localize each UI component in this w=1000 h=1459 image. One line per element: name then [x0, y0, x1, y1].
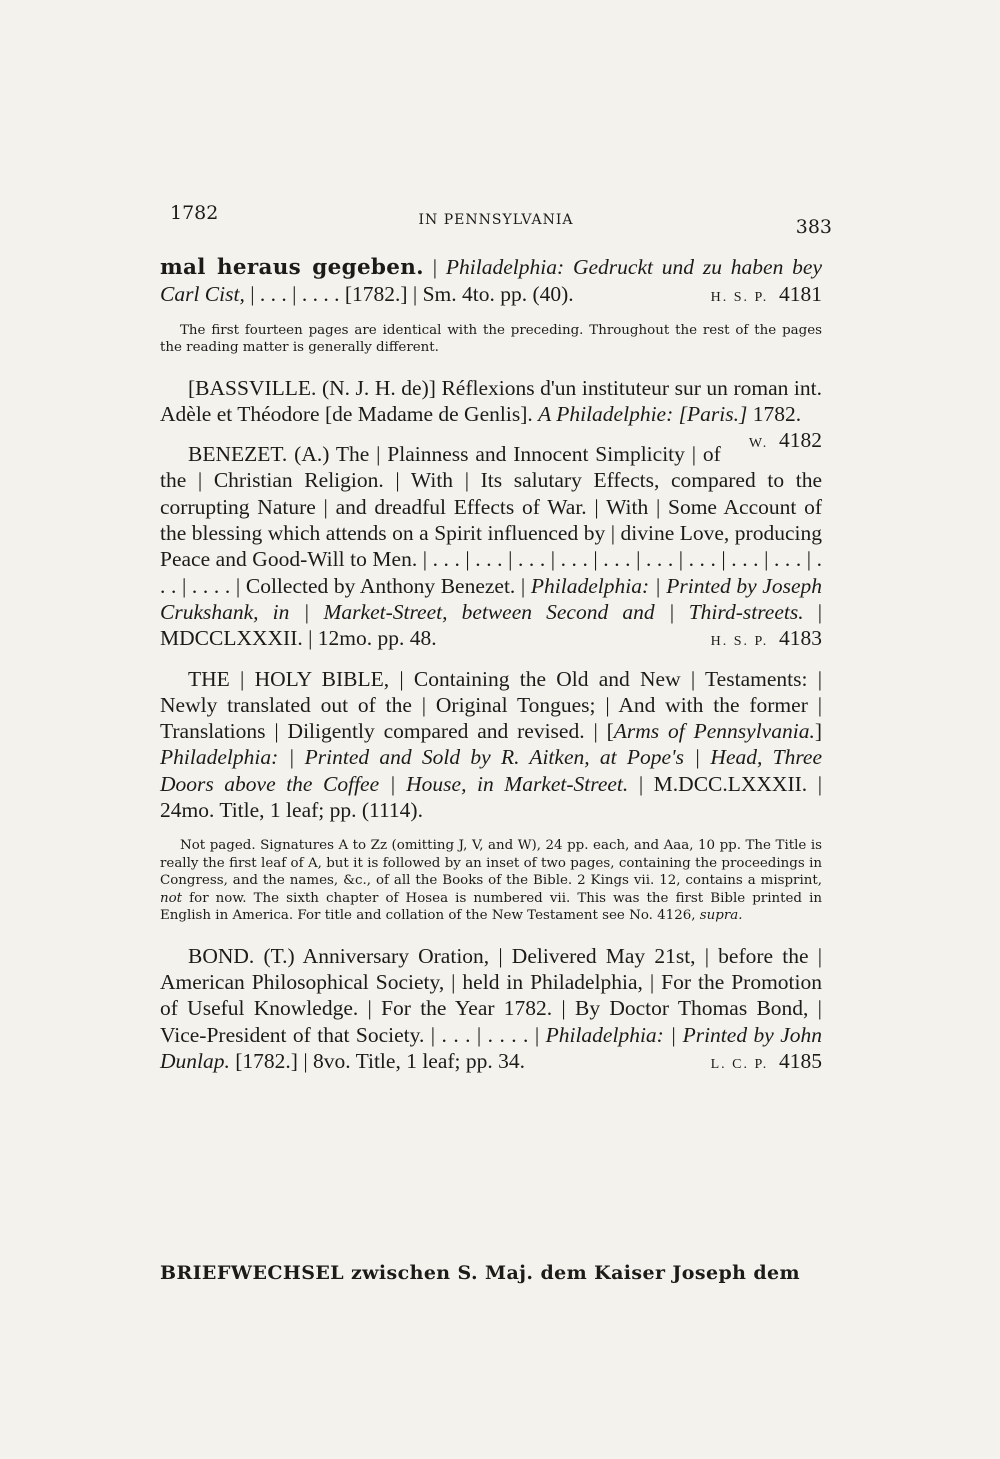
entry-ref [683, 625, 822, 655]
entry-ref [721, 427, 822, 457]
location-code: W. [748, 436, 769, 452]
entry-4184: THE | HOLY BIBLE, | Containing the Old and New | Testaments: | Newly translated out of the | Original Tongues; | And with the former | Translations | Diligently compared and revised. | [Arms of Pennsylvania.] Philadelphia: | Printed and Sold by R. Aitken, at Pope's | Head, Three Doors above the Coffee | House, in Market-Street. | M.DCC.LXXXII. | 24mo. Title, 1 leaf; pp. (1114). [160, 666, 823, 823]
imprint: Philadelphia: | Printed and Sold by R. Aitken, at Pope's | Head, Three Doors above the Coffee | House, in Market-Street. [160, 745, 822, 796]
entry-note: Not paged. Signatures A to Zz (omitting J, V, and W), 24 pp. each, and Aaa, 10 pp. The Title is really the first leaf of A, but it is followed by an inset of two pages, containing the proceedings in Congress, and the names, &c., of all the Books of the Bible. 2 Kings vii. 12, contains a misprint, not for now. The sixth chapter of Hosea is numbered vii. This was the first Bible printed in English in America. For title and collation of the New Testament see No. 4126, supra. [160, 838, 822, 924]
imprint: Philadelphia: | Printed by John Dunlap. [160, 1022, 823, 1074]
entry-4185: BOND. (T.) Anniversary Oration, | Delivered May 21st, | before the | American Philosophical Society, | held in Philadelphia, | For the Promotion of Useful Knowledge. | For the Year 1782. | By Doctor Thomas Bond, | Vice-President of that Society. | . . . | . . . . | Philadelphia: | Printed by John Dunlap. [1782.] | 8vo. Title, 1 leaf; pp. 34. L. C. P. 4185 [160, 943, 822, 1074]
entry-number: 4185 [779, 1049, 822, 1074]
header-year: 1782 [170, 202, 219, 224]
location-code: H. S. P. [710, 290, 769, 306]
entry-4183: BENEZET. (A.) The | Plainness and Innocent Simplicity | of the | Christian Religion. | With | Its salutary Effects, compared to the corrupting Nature | and dreadful Effects of War. | With | Some Account of the blessing which attends on a Spirit influenced by | divine Love, producing Peace and Good-Will to Men. | . . . | . . . | . . . | . . . | . . . | . . . | . . . | . . . | . . . | . . . | . . . . | Collected by Anthony Benezet. | Philadelphia: | Printed by Joseph Crukshank, in | Market-Street, between Second and | Third-streets. | MDCCLXXXII. | 12mo. pp. 48. H. S. P. 4183 [160, 441, 822, 651]
entry-number: 4181 [779, 282, 822, 307]
header-title: IN PENNSYLVANIA [418, 212, 574, 228]
entry-4181: mal heraus gegeben. | Philadelphia: Gedruckt und zu haben bey Carl Cist, | . . . | . . . . [1782.] | Sm. 4to. pp. (40). H. S. P. 4181 [160, 254, 822, 308]
entry-ref [711, 281, 822, 311]
location-code: L. C. P. [710, 1057, 769, 1073]
imprint: A Philadelphie: [Paris.] [538, 401, 748, 426]
fraktur-text: mal heraus gegeben. [160, 255, 424, 280]
entry-number: 4183 [779, 626, 822, 651]
entry-number: 4182 [779, 428, 822, 453]
next-entry-start: BRIEFWECHSEL zwischen S. Maj. dem Kaiser Joseph dem [160, 1262, 801, 1284]
entry-note: The first fourteen pages are identical with the preceding. Throughout the rest of the pages the reading matter is generally different. [160, 322, 822, 356]
running-header [160, 200, 832, 240]
entry-ref [683, 1048, 822, 1078]
entry-4182: [BASSVILLE. (N. J. H. de)] Réflexions d'un instituteur sur un roman int. Adèle et Théodore [de Madame de Genlis]. A Philadelphie: [Paris.] 1782. W. 4182 [160, 375, 822, 428]
page-body [160, 254, 822, 1078]
imprint: Philadelphia: Gedruckt und zu haben bey Carl Cist, [160, 255, 822, 307]
imprint: Philadelphia: | Printed by Joseph Crukshank, in | Market-Street, between Second and | Third-streets. [160, 573, 823, 624]
page-number: 383 [795, 216, 832, 238]
location-code: H. S. P. [710, 634, 769, 650]
